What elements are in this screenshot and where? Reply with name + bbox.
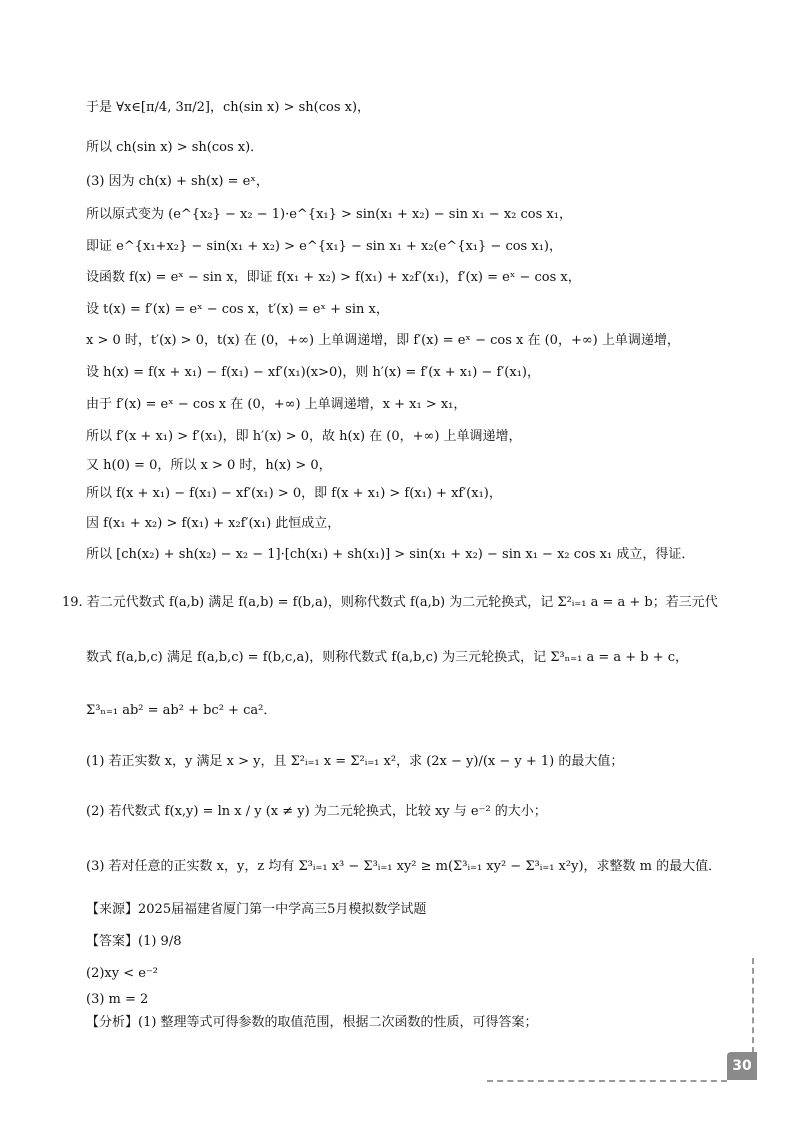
page-number: 30 (727, 1052, 757, 1080)
line-2: 所以 ch(sin x) > sh(cos x)． (86, 140, 264, 155)
page-corner-dashed-vertical (752, 958, 754, 1053)
analysis-line: 【分析】(1) 整理等式可得参数的取值范围，根据二次函数的性质，可得答案； (86, 1015, 538, 1030)
line-9: 设 h(x) = f(x + x₁) − f(x₁) − xf′(x₁)(x>0)，则 h′(x) = f′(x + x₁) − f′(x₁)， (86, 365, 540, 380)
question-part-1: (1) 若正实数 x，y 满足 x > y，且 Σ²ᵢ₌₁ x = Σ²ᵢ₌₁ x²，求 (2x − y)/(x − y + 1) 的最大值； (86, 754, 624, 769)
answer-1: 【答案】(1) 9/8 (86, 934, 182, 949)
source-line: 【来源】2025届福建省厦门第一中学高三5月模拟数学试题 (86, 902, 427, 917)
line-15: 所以 [ch(x₂) + sh(x₂) − x₂ − 1]·[ch(x₁) + sh(x₁)] > sin(x₁ + x₂) − sin x₁ − x₂ cos x₁ 成立，得证． (86, 547, 695, 562)
question-part-2: (2) 若代数式 f(x,y) = ln x / y (x ≠ y) 为二元轮换式，比较 xy 与 e⁻² 的大小； (86, 804, 547, 819)
line-8: x > 0 时，t′(x) > 0，t(x) 在 (0，+∞) 上单调递增，即 f′(x) = eˣ − cos x 在 (0，+∞) 上单调递增， (86, 333, 680, 348)
line-11: 所以 f′(x + x₁) > f′(x₁)，即 h′(x) > 0，故 h(x) 在 (0，+∞) 上单调递增， (86, 429, 522, 444)
question-line-3: Σ³ₙ₌₁ ab² = ab² + bc² + ca²． (86, 703, 277, 718)
line-6: 设函数 f(x) = eˣ − sin x，即证 f(x₁ + x₂) > f(x₁) + x₂f′(x₁)，f′(x) = eˣ − cos x， (86, 270, 581, 285)
line-10: 由于 f′(x) = eˣ − cos x 在 (0，+∞) 上单调递增，x + x₁ > x₁， (86, 397, 467, 412)
question-part-3: (3) 若对任意的正实数 x，y，z 均有 Σ³ᵢ₌₁ x³ − Σ³ᵢ₌₁ xy² ≥ m(Σ³ᵢ₌₁ xy² − Σ³ᵢ₌₁ x²y)，求整数 m 的最大值． (86, 859, 722, 874)
question-line-2: 数式 f(a,b,c) 满足 f(a,b,c) = f(b,c,a)，则称代数式 f(a,b,c) 为三元轮换式，记 Σ³ₙ₌₁ a = a + b + c， (86, 650, 689, 665)
page-corner-dashed-horizontal (487, 1080, 727, 1082)
line-4: 所以原式变为 (e^{x₂} − x₂ − 1)·e^{x₁} > sin(x₁ + x₂) − sin x₁ − x₂ cos x₁， (86, 207, 572, 222)
line-12: 又 h(0) = 0，所以 x > 0 时，h(x) > 0， (86, 458, 332, 473)
line-7: 设 t(x) = f′(x) = eˣ − cos x，t′(x) = eˣ + sin x， (86, 302, 389, 317)
answer-3: (3) m = 2 (86, 992, 149, 1007)
line-14: 因 f(x₁ + x₂) > f(x₁) + x₂f′(x₁) 此恒成立， (86, 516, 341, 531)
line-1: 于是 ∀x∈[π/4, 3π/2]，ch(sin x) > sh(cos x)， (86, 100, 371, 115)
answer-2: (2)xy < e⁻² (86, 966, 159, 981)
question-line-1: 19. 若二元代数式 f(a,b) 满足 f(a,b) = f(b,a)，则称代数式 f(a,b) 为二元轮换式，记 Σ²ᵢ₌₁ a = a + b；若三元代 (62, 595, 718, 610)
line-13: 所以 f(x + x₁) − f(x₁) − xf′(x₁) > 0，即 f(x + x₁) > f(x₁) + xf′(x₁)， (86, 486, 502, 501)
line-5: 即证 e^{x₁+x₂} − sin(x₁ + x₂) > e^{x₁} − sin x₁ + x₂(e^{x₁} − cos x₁)， (86, 239, 562, 254)
line-3: (3) 因为 ch(x) + sh(x) = eˣ， (86, 174, 269, 189)
